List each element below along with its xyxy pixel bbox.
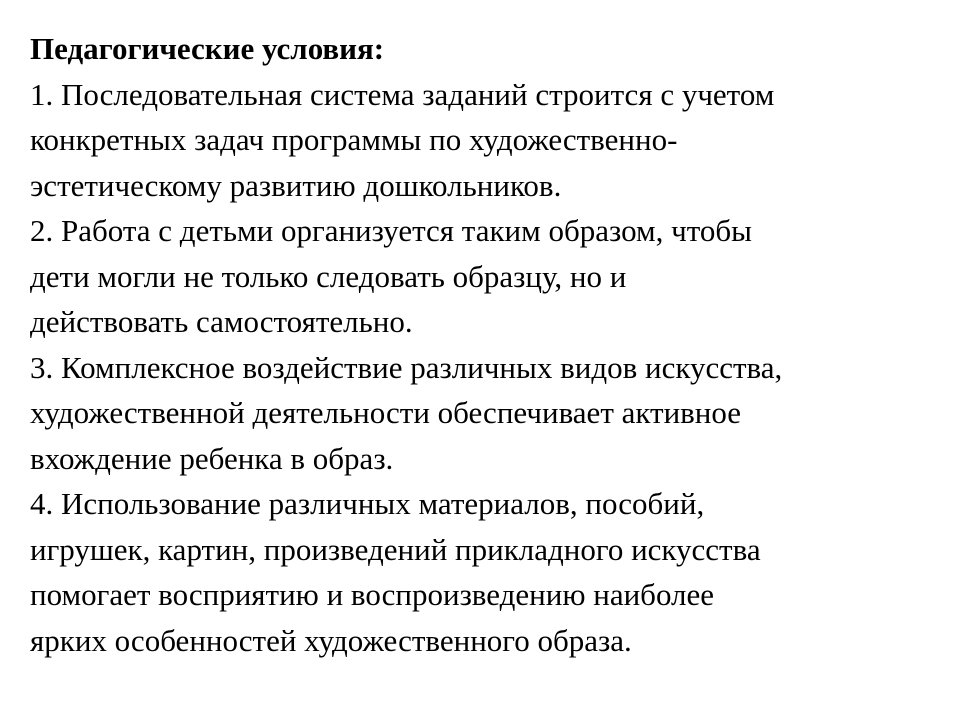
condition-4-line-4: ярких особенностей художественного образа. <box>30 622 632 658</box>
condition-1-line-3: эстетическому развитию дошкольников. <box>30 167 562 203</box>
condition-1-line-2: конкретных задач программы по художественно- <box>30 122 678 157</box>
slide-heading: Педагогические условия: <box>30 31 385 66</box>
condition-4-line-3: помогает восприятию и воспроизведению наиболее <box>30 577 715 612</box>
condition-3-line-1: 3. Комплексное воздействие различных видов искусства, <box>30 349 783 385</box>
condition-3-line-2: художественной деятельности обеспечивает активное <box>30 395 742 430</box>
condition-4-line-1: 4. Использование различных материалов, пособий, <box>30 486 705 521</box>
condition-4-line-2: игрушек, картин, произведений прикладного искусства <box>30 531 761 567</box>
condition-2-line-3: действовать самостоятельно. <box>30 304 413 339</box>
condition-2-line-1: 2. Работа с детьми организуется таким образом, чтобы <box>30 213 752 248</box>
condition-3-line-3: вхождение ребенка в образ. <box>30 440 394 476</box>
condition-1-line-1: 1. Последовательная система заданий строится с учетом <box>30 76 775 112</box>
slide-body <box>30 26 940 663</box>
condition-2-line-2: дети могли не только следовать образцу, но и <box>30 258 627 294</box>
